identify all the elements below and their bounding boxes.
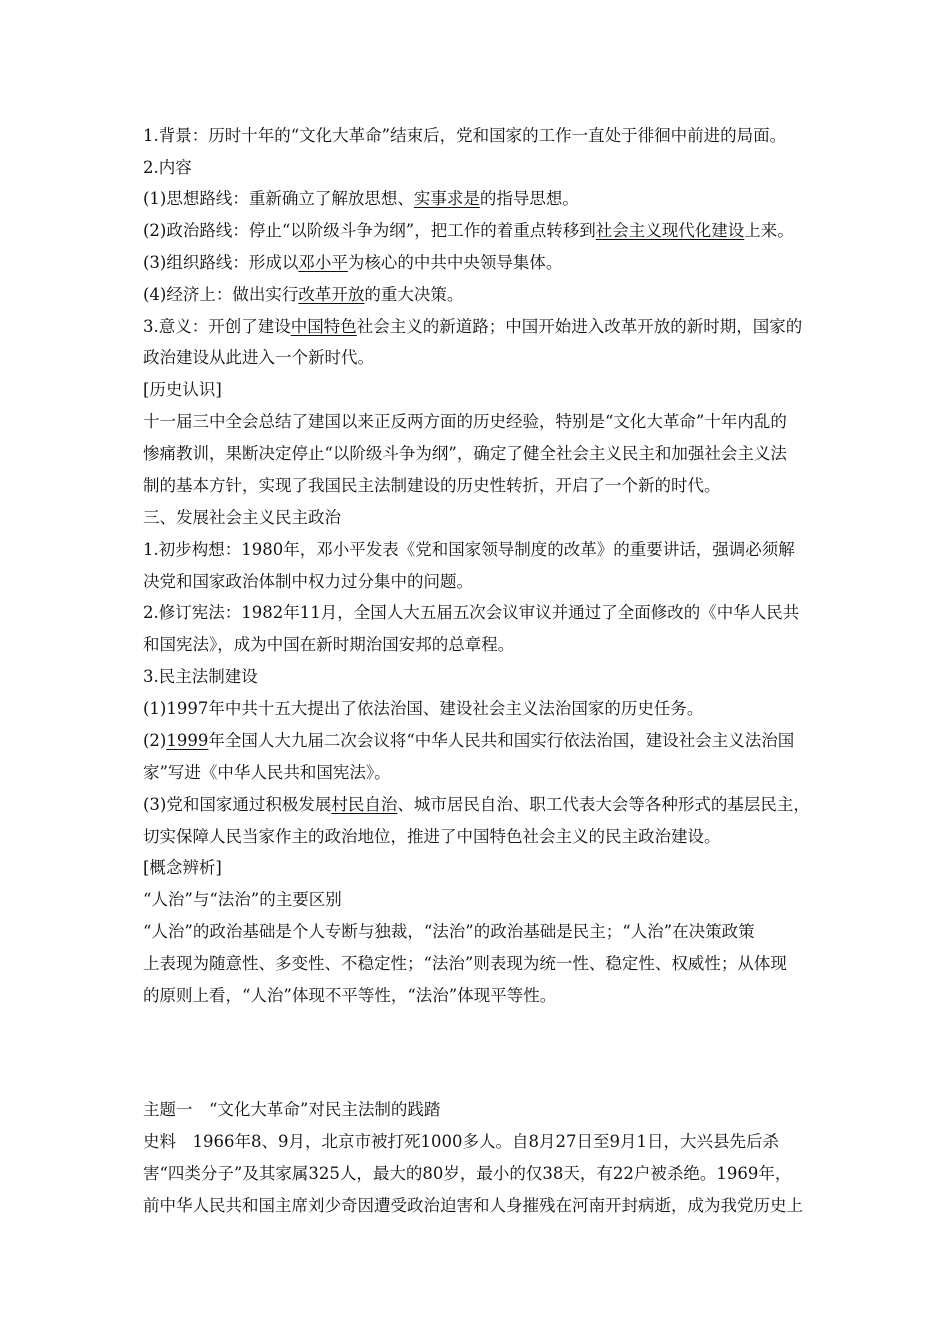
text-segment: (2)政治路线：停止“以阶级斗争为纲”，把工作的着重点转移到: [143, 221, 596, 240]
text-segment: 上表现为随意性、多变性、不稳定性；“法治”则表现为统一性、稳定性、权威性；从体现: [143, 954, 787, 973]
text-line: [143, 156, 192, 180]
text-segment: [概念辨析]: [143, 858, 222, 877]
section-heading: [143, 506, 341, 530]
underlined-keyword: 改革开放: [298, 285, 365, 304]
text-line: [143, 984, 556, 1008]
text-line: [143, 761, 391, 785]
text-line: [143, 1130, 779, 1154]
text-segment: 社会主义的新道路；中国开始进入改革开放的新时期，国家的: [356, 317, 803, 336]
text-segment: 切实保障人民当家作主的政治地位，推进了中国特色社会主义的民主政治建设。: [143, 827, 721, 846]
text-segment: 制的基本方针，实现了我国民主法制建设的历史性转折，开启了一个新的时代。: [143, 476, 721, 495]
text-segment: 年全国人大九届二次会议将“中华人民共和国实行依法治国，建设社会主义法治国: [208, 731, 795, 750]
text-line: [143, 952, 787, 976]
text-segment: 的重大决策。: [364, 285, 464, 304]
text-segment: 害“四类分子”及其家属325人，最大的80岁，最小的仅38天，有22户被杀绝。1969年，: [143, 1164, 792, 1183]
text-segment: (3)组织路线：形成以: [143, 253, 299, 272]
text-line: [143, 601, 799, 625]
text-segment: 前中华人民共和国主席刘少奇因遭受政治迫害和人身摧残在河南开封病逝，成为我党历史上: [143, 1196, 803, 1215]
text-line: [143, 793, 810, 817]
text-segment: 为核心的中共中央领导集体。: [347, 253, 563, 272]
text-line: [143, 346, 374, 370]
text-segment: 家”写进《中华人民共和国宪法》。: [143, 763, 391, 782]
text-segment: 上来。: [744, 221, 794, 240]
text-segment: 政治建设从此进入一个新时代。: [143, 348, 374, 367]
text-line: [143, 219, 794, 243]
text-line: [143, 1194, 803, 1218]
text-line: [143, 283, 463, 307]
text-line: [143, 920, 755, 944]
underlined-keyword: 邓小平: [298, 253, 348, 272]
text-line: [143, 124, 786, 148]
text-segment: 十一届三中全会总结了建国以来正反两方面的历史经验，特别是“文化大革命”十年内乱的: [143, 412, 787, 431]
underlined-keyword: 社会主义现代化建设: [595, 221, 745, 240]
text-line: [143, 251, 562, 275]
text-segment: 3.民主法制建设: [143, 667, 258, 686]
text-segment: 和国宪法》，成为中国在新时期治国安邦的总章程。: [143, 635, 515, 654]
text-segment: 主题一 “文化大革命”对民主法制的践踏: [143, 1100, 441, 1119]
text-line: [143, 665, 258, 689]
text-segment: (4)经济上：做出实行: [143, 285, 299, 304]
underlined-keyword: 村民自治: [331, 795, 398, 814]
text-line: [143, 697, 703, 721]
text-line: [143, 888, 342, 912]
text-line: [143, 378, 222, 402]
text-segment: 1.初步构想：1980年，邓小平发表《党和国家领导制度的改革》的重要讲话，强调必须解: [143, 540, 795, 559]
text-segment: 决党和国家政治体制中权力过分集中的问题。: [143, 572, 473, 591]
text-segment: “人治”的政治基础是个人专断与独裁，“法治”的政治基础是民主；“人治”在决策政策: [143, 922, 755, 941]
text-segment: 惨痛教训，果断决定停止“以阶级斗争为纲”，确定了健全社会主义民主和加强社会主义法: [143, 444, 787, 463]
text-segment: (1)思想路线：重新确立了解放思想、: [143, 189, 414, 208]
text-line: [143, 315, 802, 339]
text-line: [143, 442, 787, 466]
text-segment: 的原则上看，“人治”体现不平等性，“法治”体现平等性。: [143, 986, 557, 1005]
text-segment: 三、发展社会主义民主政治: [143, 508, 341, 527]
text-line: [143, 633, 514, 657]
text-line: [143, 187, 579, 211]
text-segment: 、城市居民自治、职工代表大会等各种形式的基层民主，: [397, 795, 810, 814]
text-segment: (2): [143, 731, 167, 750]
text-line: [143, 1162, 791, 1186]
text-line: [143, 410, 787, 434]
text-segment: (1)1997年中共十五大提出了依法治国、建设社会主义法治国家的历史任务。: [143, 699, 704, 718]
text-line: [143, 856, 222, 880]
text-segment: 的指导思想。: [479, 189, 579, 208]
text-segment: 3.意义：开创了建设: [143, 317, 291, 336]
text-segment: “人治”与“法治”的主要区别: [143, 890, 342, 909]
text-segment: (3)党和国家通过积极发展: [143, 795, 332, 814]
text-line: [143, 570, 473, 594]
topic-heading: [143, 1098, 440, 1122]
text-line: [143, 729, 794, 753]
underlined-keyword: 实事求是: [413, 189, 480, 208]
text-line: [143, 474, 721, 498]
text-line: [143, 825, 721, 849]
text-segment: 史料 1966年8、9月，北京市被打死1000多人。自8月27日至9月1日，大兴县先后杀: [143, 1132, 779, 1151]
text-segment: 2.修订宪法：1982年11月，全国人大五届五次会议审议并通过了全面修改的《中华人民共: [143, 603, 800, 622]
underlined-keyword: 1999: [166, 731, 209, 750]
text-segment: [历史认识]: [143, 380, 222, 399]
text-segment: 2.内容: [143, 158, 192, 177]
text-line: [143, 538, 795, 562]
text-segment: 1.背景：历时十年的“文化大革命”结束后，党和国家的工作一直处于徘徊中前进的局面。: [143, 126, 787, 145]
underlined-keyword: 中国特色: [290, 317, 357, 336]
